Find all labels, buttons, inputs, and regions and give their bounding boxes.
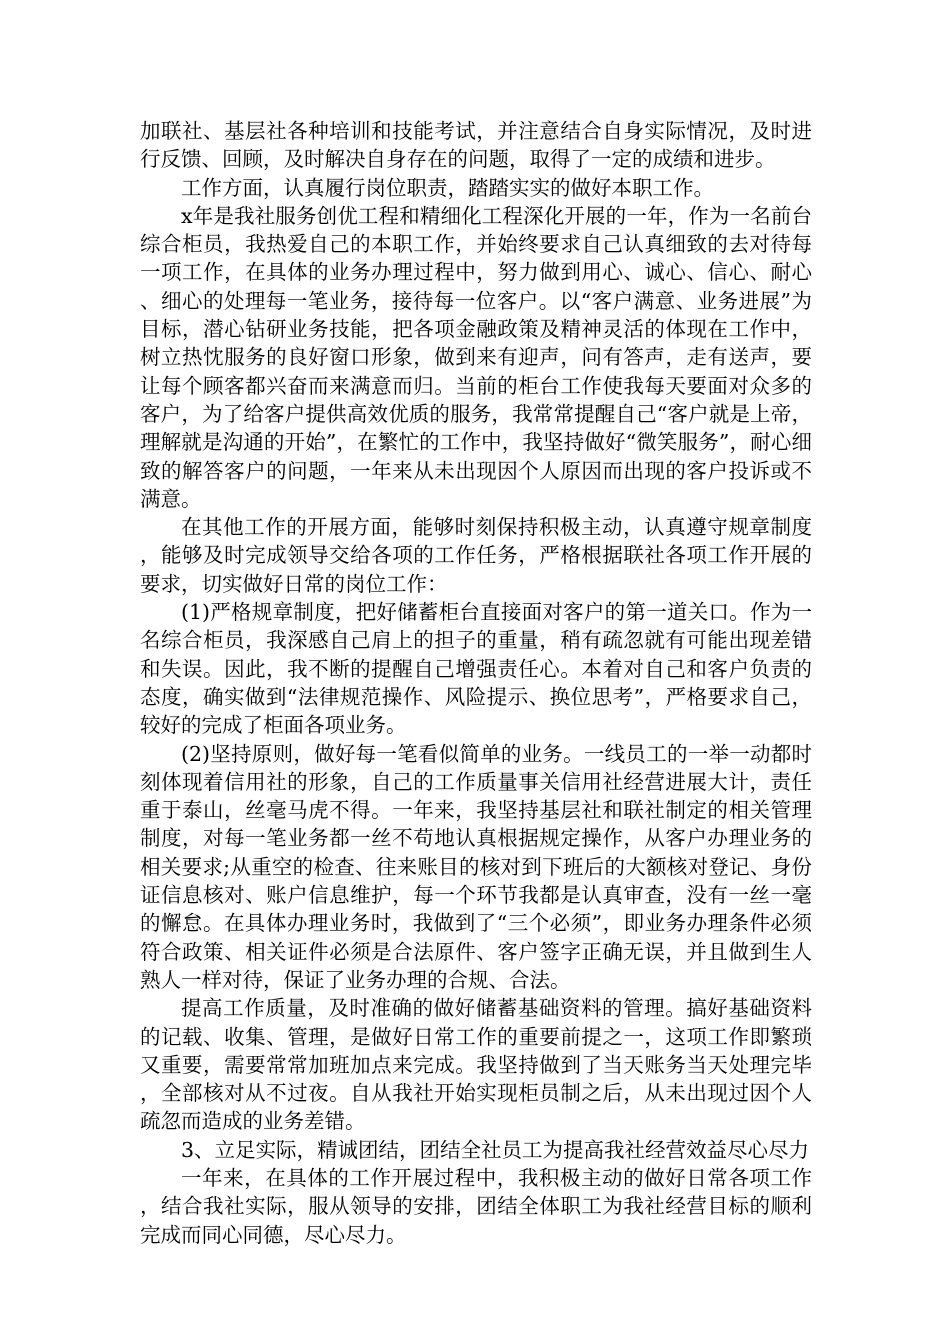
- paragraph: x年是我社服务创优工程和精细化工程深化开展的一年，作为一名前台综合柜员，我热爱自己的本职工作，并始终要求自己认真细致的去对待每一项工作，在具体的业务办理过程中，努力做到用心、诚心、信心、耐心、细心的处理每一笔业务，接待每一位客户。以“客户满意、业务进展”为目标，潜心钻研业务技能，把各项金融政策及精神灵活的体现在工作中，树立热忱服务的良好窗口形象，做到来有迎声，问有答声，走有送声，要让每个顾客都兴奋而来满意而归。当前的柜台工作使我每天要面对众多的客户，为了给客户提供高效优质的服务，我常常提醒自己“客户就是上帝，理解就是沟通的开始”，在繁忙的工作中，我坚持做好“微笑服务”，耐心细致的解答客户的问题，一年来从未出现因个人原因而出现的客户投诉或不满意。: [140, 203, 812, 511]
- paragraph: 加联社、基层社各种培训和技能考试，并注意结合自身实际情况，及时进行反馈、回顾，及时解决自身存在的问题，取得了一定的成绩和进步。: [140, 119, 812, 172]
- paragraph: 一年来，在具体的工作开展过程中，我积极主动的做好日常各项工作，结合我社实际，服从领导的安排，团结全体职工为我社经营目标的顺利完成而同心同德，尽心尽力。: [140, 1165, 812, 1247]
- paragraph: 工作方面，认真履行岗位职责，踏踏实实的做好本职工作。: [181, 175, 714, 200]
- paragraph: 提高工作质量，及时准确的做好储蓄基础资料的管理。搞好基础资料的记载、收集、管理，是做好日常工作的重要前提之一，这项工作即繁琐又重要，需要常常加班加点来完成。我坚持做到了当天账务当天处理完毕，全部核对从不过夜。自从我社开始实现柜员制之后，从未出现过因个人疏忽而造成的业务差错。: [140, 996, 812, 1134]
- section-heading: 3、立足实际，精诚团结，团结全社员工为提高我社经营效益尽心尽力: [181, 1137, 810, 1162]
- paragraph: 在其他工作的开展方面，能够时刻保持积极主动，认真遵守规章制度，能够及时完成领导交给各项的工作任务，严格根据联社各项工作开展的要求，切实做好日常的岗位工作：: [140, 515, 812, 596]
- paragraph: (2)坚持原则，做好每一笔看似简单的业务。一线员工的一举一动都时刻体现着信用社的形象，自己的工作质量事关信用社经营进展大计，责任重于泰山，丝毫马虎不得。一年来，我坚持基层社和联社制定的相关管理制度，对每一笔业务都一丝不苟地认真根据规定操作，从客户办理业务的相关要求;从重空的检查、往来账目的核对到下班后的大额核对登记、身份证信息核对、账户信息维护，每一个环节我都是认真审查，没有一丝一毫的懈怠。在具体办理业务时，我做到了“三个必须”，即业务办理条件必须符合政策、相关证件必须是合法原件、客户签字正确无误，并且做到生人熟人一样对待，保证了业务办理的合规、合法。: [140, 741, 812, 992]
- paragraph: (1)严格规章制度，把好储蓄柜台直接面对客户的第一道关口。作为一名综合柜员，我深感自己肩上的担子的重量，稍有疏忽就有可能出现差错和失误。因此，我不断的提醒自己增强责任心。本着对自己和客户负责的态度，确实做到“法律规范操作、风险提示、换位思考”，严格要求自己，较好的完成了柜面各项业务。: [140, 600, 812, 738]
- document-body: [140, 117, 812, 1249]
